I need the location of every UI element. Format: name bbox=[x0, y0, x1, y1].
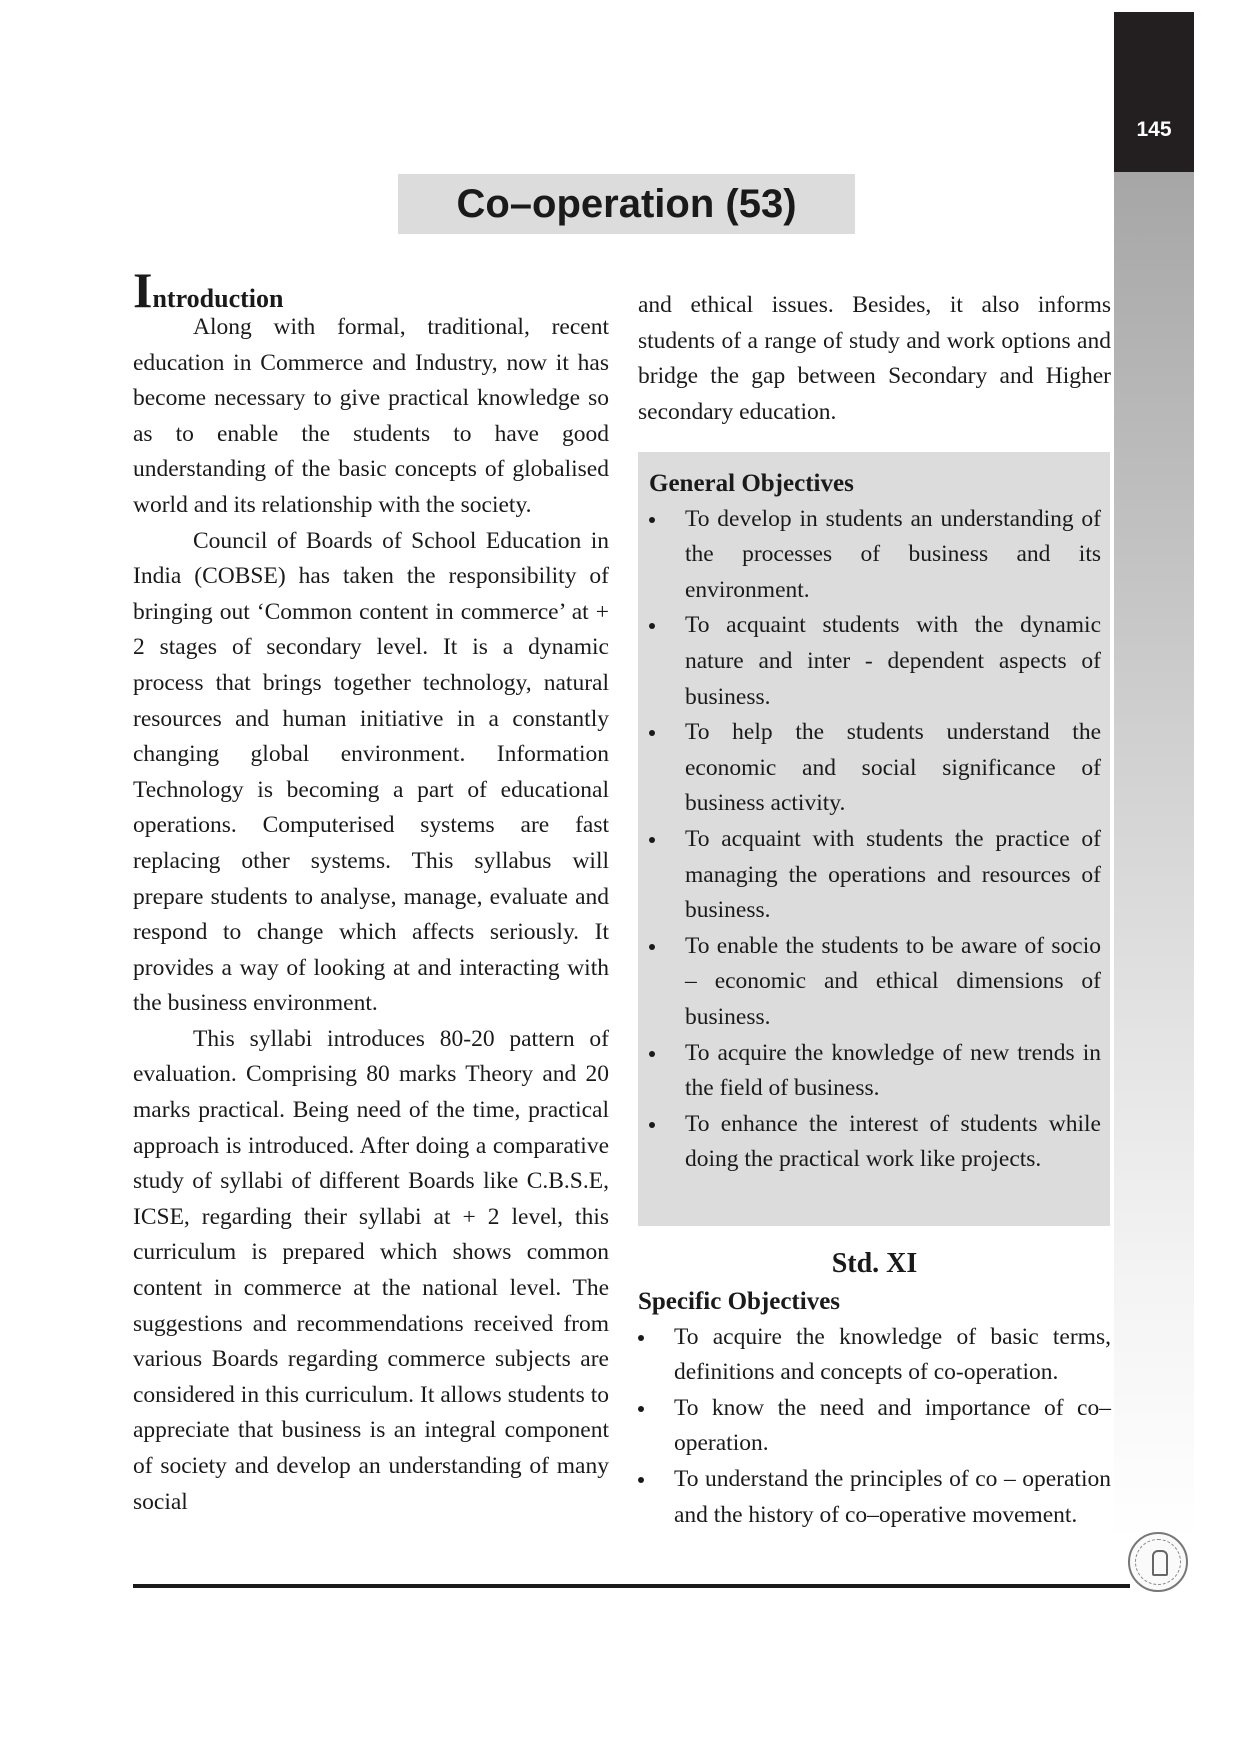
bullet-icon bbox=[638, 1335, 644, 1341]
list-item-text: To know the need and importance of co– operation. bbox=[674, 1394, 1111, 1457]
bullet-icon bbox=[649, 1122, 655, 1128]
introduction-heading-rest: ntroduction bbox=[152, 284, 284, 313]
page-number: 145 bbox=[1136, 118, 1172, 141]
list-item bbox=[649, 1036, 1101, 1107]
bullet-icon bbox=[649, 1051, 655, 1057]
list-item bbox=[649, 929, 1101, 1036]
sidebar-tab bbox=[1114, 12, 1194, 172]
list-item bbox=[638, 1320, 1111, 1391]
list-item-text: To acquaint with students the practice of managing the operations and resources of business. bbox=[685, 825, 1101, 924]
list-item-text: To acquire the knowledge of new trends in the field of business. bbox=[685, 1039, 1101, 1102]
list-item-text: To enhance the interest of students while doing the practical work like projects. bbox=[685, 1110, 1101, 1173]
sidebar-gradient-strip bbox=[1114, 172, 1194, 1542]
intro-paragraph: Along with formal, traditional, recent education in Commerce and Industry, now it has become necessary to give practical knowledge so as to enable the students to have good understanding of the basic concepts of globalised world and its relationship with the society. bbox=[133, 314, 609, 518]
specific-objectives-list bbox=[638, 1320, 1111, 1534]
bottom-rule bbox=[133, 1584, 1130, 1588]
list-item-text: To understand the principles of co – operation and the history of co–operative movement. bbox=[674, 1465, 1111, 1528]
introduction-heading bbox=[133, 262, 609, 318]
list-item-text: To develop in students an understanding of the processes of business and its environment. bbox=[685, 505, 1101, 603]
intro-paragraph: This syllabi introduces 80-20 pattern of evaluation. Comprising 80 marks Theory and 20 marks practical. Being need of the time, practical approach is introduced. After doing a comparative study of syllabi of different Boards like C.B.S.E, ICSE, regarding their syllabi at + 2 level, this curriculum is prepared which shows common content in commerce at the national level. The suggestions and recommendations received from various Boards regarding commerce subjects are considered in this curriculum. It allows students to appreciate that business is an integral component of society and develop an understanding of many social bbox=[133, 1025, 609, 1515]
list-item bbox=[649, 822, 1101, 929]
bullet-icon bbox=[638, 1477, 644, 1483]
specific-objectives-heading: Specific Objectives bbox=[638, 1288, 841, 1315]
list-item bbox=[638, 1391, 1111, 1462]
intro-paragraph: Council of Boards of School Education in India (COBSE) has taken the responsibility of bringing out ‘Common content in commerce’ at + 2 stages of secondary level. It is a dynamic process that brings together technology, natural resources and human initiative in a constantly changing global environment. Information Technology is becoming a part of educational operations. Computerised systems are fast replacing other systems. This syllabus will prepare students to analyse, manage, evaluate and respond to change which affects seriously. It provides a way of looking at and interacting with the business environment. bbox=[133, 527, 609, 1017]
list-item-text: To enable the students to be aware of socio – economic and ethical dimensions of business. bbox=[685, 932, 1101, 1030]
list-item bbox=[649, 715, 1101, 822]
list-item bbox=[638, 1462, 1111, 1533]
right-column bbox=[638, 288, 1111, 430]
list-item bbox=[649, 608, 1101, 715]
intro-continuation: and ethical issues. Besides, it also informs students of a range of study and work options and bridge the gap between Secondary and Higher secondary education. bbox=[638, 292, 1111, 425]
introduction-drop-cap: I bbox=[133, 262, 153, 318]
general-objectives-list bbox=[649, 502, 1101, 1178]
bullet-icon bbox=[649, 517, 655, 523]
general-objectives bbox=[649, 466, 1101, 1178]
bullet-icon bbox=[649, 623, 655, 629]
board-seal-icon bbox=[1128, 1532, 1188, 1592]
bullet-icon bbox=[649, 944, 655, 950]
std-heading: Std. XI bbox=[831, 1248, 918, 1279]
list-item-text: To acquaint students with the dynamic nature and inter - dependent aspects of business. bbox=[685, 612, 1101, 710]
bullet-icon bbox=[649, 837, 655, 843]
bullet-icon bbox=[638, 1406, 644, 1412]
list-item-text: To acquire the knowledge of basic terms, definitions and concepts of co-operation. bbox=[674, 1323, 1111, 1386]
list-item bbox=[649, 1107, 1101, 1178]
list-item-text: To help the students understand the economic and social significance of business activity. bbox=[685, 719, 1101, 817]
specific-objectives bbox=[638, 1284, 1111, 1533]
page-title: Co–operation (53) bbox=[456, 182, 797, 226]
left-column bbox=[133, 262, 609, 1520]
bullet-icon bbox=[649, 730, 655, 736]
list-item bbox=[649, 502, 1101, 609]
general-objectives-heading: General Objectives bbox=[649, 470, 854, 497]
